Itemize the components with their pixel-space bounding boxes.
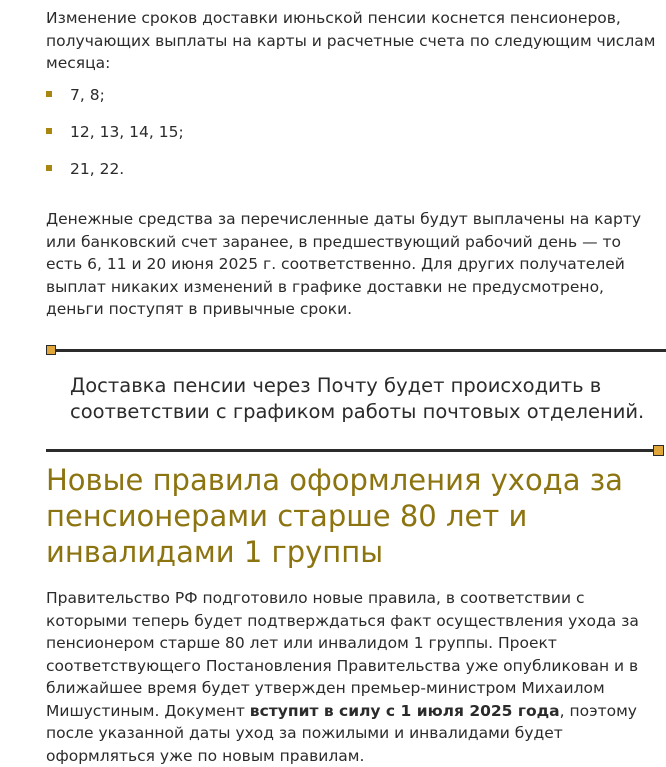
- paragraph-text: Правительство РФ подготовило новые правила, в соответствии с которыми теперь будет подтверждаться факт осуществления ухода за пенсионером старше 80 лет или инвалидом 1 группы. Проект соответствующего Постановления Правительства уже опубликован и в ближайшее время будет утвержден премьер-министром Михаилом Мишустиным. Документ: [46, 589, 639, 720]
- early-payment-paragraph: Денежные средства за перечисленные даты будут выплачены на карту или банковский счет заранее, в предшествующий рабочий день — то есть 6, 11 и 20 июня 2025 г. соответственно. Для других получателей выплат никаких изменений в графике доставки не предусмотрено, деньги поступят в привычные сроки.: [46, 210, 642, 318]
- pullquote: Доставка пенсии через Почту будет происходить в соответствии с графиком работы почтовых отделений.: [70, 374, 645, 423]
- paragraph-text: , поэтому после указанной даты уход за пожилыми и инвалидами будет оформляться уже по новым правилам.: [46, 701, 637, 765]
- quote-marker-icon: [653, 445, 664, 456]
- section-heading: Новые правила оформления ухода за пенсионерами старше 80 лет и инвалидами 1 группы: [46, 463, 623, 569]
- new-rules-paragraph: [46, 587, 662, 767]
- square-bullet-icon: [46, 165, 52, 171]
- list-item-text: 12, 13, 14, 15;: [70, 123, 184, 141]
- list-item: [46, 84, 184, 121]
- dates-list: [46, 84, 184, 195]
- quote-marker-icon: [46, 345, 56, 355]
- effective-date-emphasis: вступит в силу с 1 июля 2025 года: [249, 701, 560, 720]
- list-item: [46, 158, 184, 195]
- square-bullet-icon: [46, 91, 52, 97]
- quote-divider-top: [46, 349, 666, 352]
- list-item: [46, 121, 184, 158]
- intro-paragraph: Изменение сроков доставки июньской пенсии коснется пенсионеров, получающих выплаты на карты и расчетные счета по следующим числам месяца:: [46, 9, 656, 72]
- list-item-text: 7, 8;: [70, 86, 105, 104]
- list-item-text: 21, 22.: [70, 160, 125, 178]
- quote-divider-bottom: [46, 449, 658, 452]
- square-bullet-icon: [46, 128, 52, 134]
